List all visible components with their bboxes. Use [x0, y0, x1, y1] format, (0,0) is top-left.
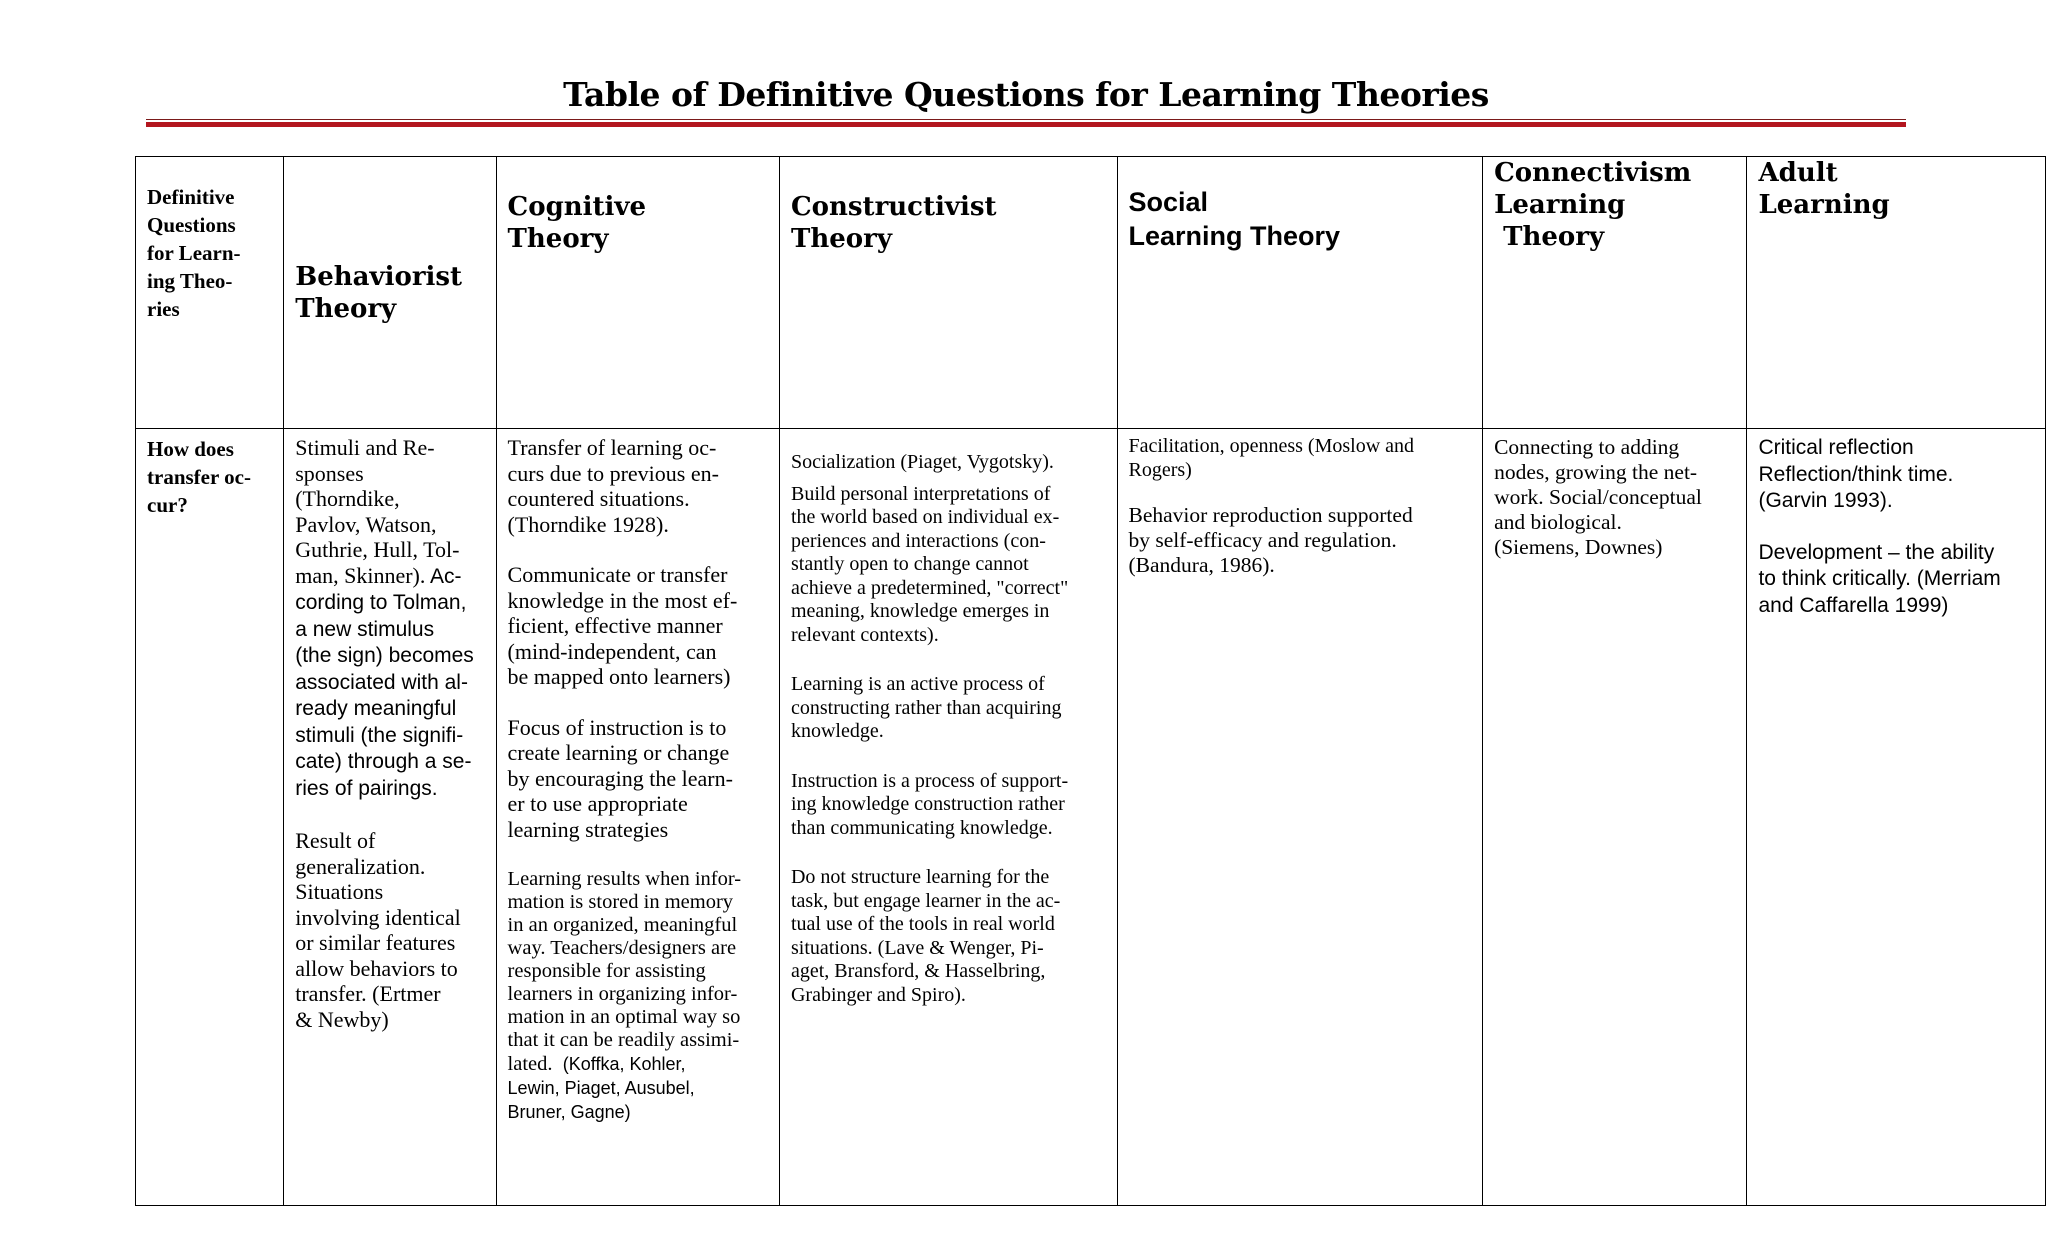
learning-theories-table	[135, 156, 2046, 1206]
adult-para-1-line: (Garvin 1993).	[1758, 489, 1893, 512]
title-underline-thin	[146, 119, 1906, 120]
question-text-line: transfer oc-	[147, 465, 251, 489]
cognitive-para-3-line: create learning or change	[507, 740, 730, 765]
header-constructivist-text-line: Theory	[790, 224, 892, 254]
cognitive-para-4-line: learners in organizing infor-	[507, 983, 738, 1005]
header-cognitive-text-line: Cognitive	[507, 192, 647, 222]
header-cognitive	[496, 157, 779, 429]
constructivist-para-5-line: tual use of the tools in real world	[790, 913, 1055, 935]
header-question-column	[136, 157, 284, 429]
constructivist-para-5	[791, 866, 1107, 1007]
connectivism-cell	[1483, 429, 1747, 1206]
header-adult-text-line: Learning	[1758, 190, 1890, 220]
social-cell	[1117, 429, 1483, 1206]
adult-para-2-line: to think critically. (Merriam	[1758, 567, 2001, 590]
header-question-text-line: Definitive	[147, 185, 235, 209]
behaviorist-para-2-line: generalization.	[295, 853, 426, 879]
behaviorist-para-1-line: sponses	[295, 460, 364, 486]
cognitive-para-2	[508, 562, 769, 690]
social-para-2-line: Behavior reproduction supported	[1128, 503, 1413, 527]
header-social	[1117, 157, 1483, 429]
header-social-text-line: Learning Theory	[1128, 221, 1341, 251]
header-social-text	[1129, 185, 1473, 253]
cognitive-para-3	[508, 715, 769, 843]
cognitive-para-2-line: (mind-independent, can	[507, 638, 717, 664]
cognitive-para-3-line: Focus of instruction is to	[507, 714, 727, 740]
header-question-text-line: ing Theo-	[147, 269, 233, 293]
constructivist-para-2-line: periences and interactions (con-	[790, 529, 1046, 552]
header-question-text	[147, 183, 273, 323]
constructivist-para-3-line: knowledge.	[790, 720, 884, 742]
adult-para-1	[1758, 435, 2035, 515]
cognitive-para-1-line: (Thorndike 1928).	[507, 511, 669, 537]
header-question-text-line: ries	[147, 297, 180, 321]
header-behaviorist-text-line: Theory	[295, 294, 397, 324]
cognitive-para-2-line: be mapped onto learners)	[507, 664, 731, 689]
behaviorist-para-1-cont-line: associated with al-	[295, 670, 468, 694]
social-para-2	[1129, 503, 1473, 578]
header-social-text-line: Social	[1128, 187, 1209, 217]
adult-para-1-line: Critical reflection	[1758, 436, 1914, 459]
header-behaviorist-text-line: Behaviorist	[295, 262, 463, 292]
connectivism-para-1-line: nodes, growing the net-	[1494, 460, 1698, 484]
constructivist-para-5-line: Grabinger and Spiro).	[790, 983, 966, 1006]
cognitive-cell	[496, 429, 779, 1206]
constructivist-para-5-line: aget, Bransford, & Hasselbring,	[790, 960, 1046, 982]
cognitive-para-4-cont-line: Lewin, Piaget, Ausubel,	[507, 1078, 695, 1098]
behaviorist-mixed-line	[295, 563, 485, 591]
behaviorist-para-2-line: Result of	[295, 828, 376, 853]
constructivist-para-1-line: Socialization (Piaget, Vygotsky).	[790, 451, 1054, 473]
cognitive-para-1-line: curs due to previous en-	[507, 460, 719, 486]
cognitive-para-4-cont-line: Bruner, Gagne)	[507, 1102, 631, 1122]
constructivist-para-2-line: meaning, knowledge emerges in	[790, 600, 1050, 622]
table-row	[136, 429, 2046, 1206]
constructivist-para-4-line: Instruction is a process of support-	[790, 769, 1069, 792]
cognitive-para-4-line: that it can be readily assimi-	[507, 1029, 740, 1051]
constructivist-para-3-line: constructing rather than acquiring	[790, 696, 1062, 719]
behaviorist-para-2-line: Situations	[295, 879, 384, 904]
behaviorist-para-1-cont-line: stimuli (the signifi-	[295, 723, 464, 747]
constructivist-para-2-line: stantly open to change cannot	[790, 553, 1029, 575]
connectivism-para-1	[1494, 435, 1736, 560]
behaviorist-para-1-cont-line: ries of pairings.	[295, 776, 438, 800]
header-connectivism	[1483, 157, 1747, 429]
header-behaviorist-text	[295, 261, 485, 325]
cognitive-mixed-serif: lated.	[507, 1053, 563, 1075]
cognitive-para-4-line: Learning results when infor-	[507, 868, 742, 890]
header-adult-text	[1758, 157, 2035, 221]
behaviorist-para-2-line: involving identical	[295, 904, 461, 930]
behaviorist-para-1-cont	[295, 590, 485, 802]
social-para-1-line: Rogers)	[1128, 458, 1192, 481]
header-connectivism-text-line: Connectivism	[1494, 158, 1692, 188]
connectivism-para-1-line: Connecting to adding	[1494, 435, 1680, 459]
cognitive-para-2-line: Communicate or transfer	[507, 562, 728, 587]
cognitive-para-4-line: in an organized, meaningful	[507, 914, 738, 936]
behaviorist-para-1-line: (Thorndike,	[295, 486, 400, 511]
behaviorist-mixed-sans: Ac-	[425, 564, 462, 588]
constructivist-para-2	[791, 483, 1107, 648]
cognitive-para-2-line: knowledge in the most ef-	[507, 587, 738, 613]
cognitive-para-4-line: mation is stored in memory	[507, 891, 734, 913]
cognitive-mixed-sans: (Koffka, Kohler,	[562, 1054, 686, 1074]
header-connectivism-text	[1494, 157, 1736, 253]
title-underline	[146, 122, 1906, 127]
behaviorist-para-2	[295, 828, 485, 1032]
question-text	[147, 435, 273, 519]
cognitive-para-3-line: by encouraging the learn-	[507, 765, 733, 791]
behaviorist-para-1	[295, 435, 485, 563]
behaviorist-para-2-line: allow behaviors to	[295, 955, 458, 981]
header-question-text-line: for Learn-	[147, 241, 241, 265]
cognitive-para-4-cont	[508, 1076, 769, 1124]
header-question-text-line: Questions	[147, 213, 236, 237]
behaviorist-para-2-line: & Newby)	[295, 1006, 389, 1032]
header-connectivism-text-line: Theory	[1494, 222, 1605, 252]
cognitive-para-4	[508, 868, 769, 1052]
cognitive-para-1-line: countered situations.	[507, 486, 690, 511]
adult-cell	[1747, 429, 2046, 1206]
constructivist-para-2-line: the world based on individual ex-	[790, 506, 1060, 528]
cognitive-para-2-line: ficient, effective manner	[507, 613, 723, 638]
header-adult	[1747, 157, 2046, 429]
question-cell	[136, 429, 284, 1206]
behaviorist-para-1-cont-line: a new stimulus	[295, 617, 435, 641]
adult-para-2-line: and Caffarella 1999)	[1758, 593, 1949, 617]
behaviorist-cell	[284, 429, 496, 1206]
connectivism-para-1-line: (Siemens, Downes)	[1494, 535, 1663, 559]
header-cognitive-text	[508, 191, 769, 255]
header-constructivist-text	[791, 191, 1107, 255]
cognitive-para-3-line: learning strategies	[507, 816, 669, 842]
constructivist-para-1	[791, 451, 1107, 475]
constructivist-para-4-line: than communicating knowledge.	[790, 816, 1053, 839]
header-row	[136, 157, 2046, 429]
header-cognitive-text-line: Theory	[507, 224, 609, 254]
constructivist-para-5-line: situations. (Lave & Wenger, Pi-	[790, 936, 1044, 959]
constructivist-cell	[779, 429, 1117, 1206]
adult-para-2-line: Development – the ability	[1758, 540, 1995, 564]
cognitive-para-4-line: responsible for assisting	[507, 960, 706, 982]
constructivist-para-4-line: ing knowledge construction rather	[790, 793, 1065, 815]
behaviorist-para-2-line: or similar features	[295, 930, 456, 955]
cognitive-para-4-line: mation in an optimal way so	[507, 1006, 741, 1028]
cognitive-para-1	[508, 435, 769, 537]
question-text-line: How does	[147, 437, 234, 461]
behaviorist-para-1-cont-line: cate) through a se-	[295, 750, 472, 773]
adult-para-1-line: Reflection/think time.	[1758, 462, 1954, 486]
behaviorist-mixed-serif: man, Skinner).	[295, 562, 426, 588]
constructivist-para-5-line: Do not structure learning for the	[790, 866, 1050, 888]
behaviorist-para-1-cont-line: cording to Tolman,	[295, 591, 467, 614]
connectivism-para-1-line: and biological.	[1494, 510, 1622, 534]
cognitive-mixed-line	[508, 1052, 769, 1076]
header-constructivist-text-line: Constructivist	[790, 192, 997, 222]
header-constructivist	[779, 157, 1117, 429]
header-adult-text-line: Adult	[1758, 158, 1838, 188]
cognitive-para-1-line: Transfer of learning oc-	[507, 435, 717, 460]
cognitive-para-3-line: er to use appropriate	[507, 791, 688, 816]
constructivist-para-2-line: relevant contexts).	[790, 623, 939, 646]
constructivist-para-5-line: task, but engage learner in the ac-	[790, 889, 1061, 912]
social-para-1	[1129, 435, 1473, 482]
connectivism-para-1-line: work. Social/conceptual	[1494, 485, 1702, 509]
constructivist-para-2-line: achieve a predetermined, "correct"	[790, 576, 1069, 599]
social-para-2-line: by self-efficacy and regulation.	[1128, 528, 1397, 552]
constructivist-para-2-line: Build personal interpretations of	[790, 482, 1051, 505]
constructivist-para-3-line: Learning is an active process of	[790, 673, 1045, 695]
behaviorist-para-1-line: Stimuli and Re-	[295, 435, 435, 460]
behaviorist-para-1-line: Guthrie, Hull, Tol-	[295, 537, 460, 562]
header-behaviorist	[284, 157, 496, 429]
adult-para-2	[1758, 540, 2035, 620]
constructivist-para-3	[791, 673, 1107, 744]
social-para-1-line: Facilitation, openness (Moslow and	[1128, 435, 1415, 457]
behaviorist-para-2-line: transfer. (Ertmer	[295, 981, 441, 1006]
behaviorist-para-1-cont-line: (the sign) becomes	[295, 644, 474, 667]
question-text-line: cur?	[147, 493, 188, 517]
page-title: Table of Definitive Questions for Learning Theories	[563, 75, 1489, 114]
social-para-2-line: (Bandura, 1986).	[1128, 553, 1275, 577]
header-connectivism-text-line: Learning	[1494, 190, 1626, 220]
behaviorist-para-1-line: Pavlov, Watson,	[295, 511, 437, 537]
constructivist-para-4	[791, 770, 1107, 841]
cognitive-para-4-line: way. Teachers/designers are	[507, 937, 737, 959]
behaviorist-para-1-cont-line: ready meaningful	[295, 697, 457, 720]
